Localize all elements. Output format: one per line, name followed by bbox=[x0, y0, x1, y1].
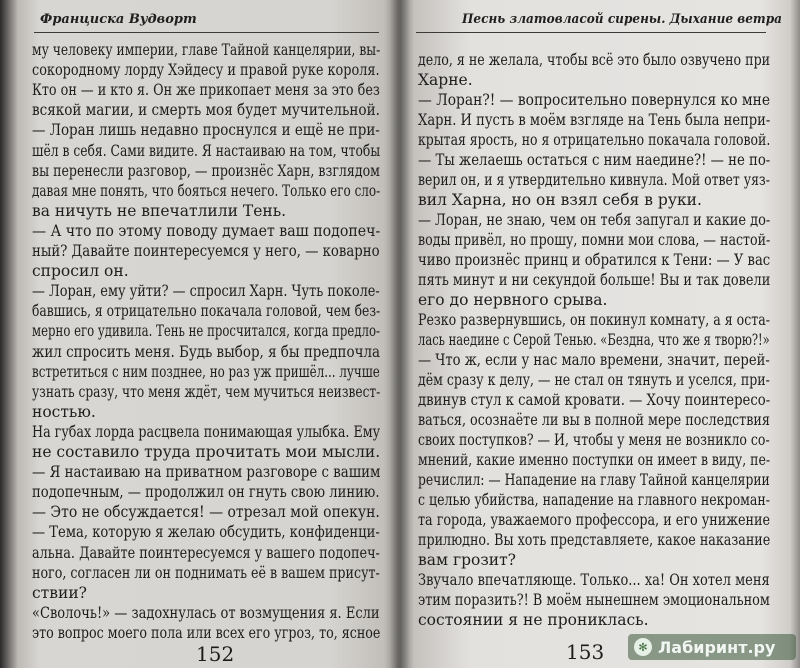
text-line: вы перенесли разговор, — произнёс Харн, взглядом bbox=[32, 161, 380, 180]
text-line: давая мне понять, что бояться нечего. Только его сло- bbox=[32, 181, 381, 200]
text-line: ваться, осознаёте ли вы в полной мере последствия bbox=[418, 411, 770, 429]
text-line: верил он, и я утвердительно кивнула. Мой ответ уяз- bbox=[418, 171, 770, 189]
text-line: бавшись, я отрицательно покачала головой, чем без- bbox=[32, 302, 381, 321]
text-line: воды привёл, но прошу, помни мои слова, — настой- bbox=[418, 231, 771, 249]
text-line: му человеку империи, главе Тайной канцелярии, вы- bbox=[32, 41, 381, 59]
text-line: На губах лорда расцвела понимающая улыбка. Ему bbox=[32, 422, 381, 441]
text-line: Звучало впечатляюще. Только... ха! Он хотел меня bbox=[418, 571, 770, 589]
text-line: вил Харна, но он взял себя в руки. bbox=[418, 191, 702, 209]
text-line: — Что ж, если у нас мало времени, значит, перей- bbox=[418, 351, 770, 369]
text-line: Харн. И пусть в моём взгляде на Тень была непри- bbox=[418, 111, 771, 129]
text-line: ствии? bbox=[32, 583, 87, 602]
text-line: сокородному лорду Хэйдесу и правой руке короля. bbox=[32, 61, 380, 80]
text-line: — Я настаиваю на приватном разговоре с вашим bbox=[32, 463, 381, 482]
text-line: Кто он — и кто я. Он же прикопает меня за это без bbox=[32, 81, 380, 100]
text-line: шёл в себя. Сами видите. Я настаиваю на том, чтобы bbox=[32, 141, 381, 160]
text-line: всякой магии, и смерть моя будет мучительной. bbox=[32, 101, 380, 120]
text-line: ного, согласен ли он поднимать её в вашем присут- bbox=[32, 563, 380, 582]
text-line: узнать сразу, что меня ждёт, чем мучиться неизвест- bbox=[32, 382, 381, 401]
text-line: — Лоран лишь недавно проснулся и ещё не при- bbox=[32, 121, 380, 140]
text-line: двинув стул к самой кровати. — Хочу поинтересо- bbox=[418, 391, 771, 409]
text-line: спросил он. bbox=[32, 262, 129, 281]
text-line: Резко развернувшись, он покинул комнату, а я оста- bbox=[418, 311, 770, 329]
text-line: его до нервного срыва. bbox=[418, 291, 608, 309]
text-line: — Тема, которую я желаю обсудить, конфиденци- bbox=[32, 523, 380, 542]
right-running-head: Песнь златовласой сирены. Дыхание ветра bbox=[462, 12, 782, 27]
text-line: жил спросить меня. Будь выбор, я бы предпочла bbox=[32, 342, 380, 361]
labirint-logo-icon: ✻ bbox=[634, 638, 652, 656]
text-line: Харне. bbox=[418, 71, 473, 89]
text-line: пять минут и ни секундой больше! Вы и так довели bbox=[418, 271, 771, 289]
text-line: этим поразить?! В моём нынешнем эмоциональном bbox=[418, 591, 770, 609]
left-page-number: 152 bbox=[196, 642, 235, 666]
text-line: подопечным, — продолжил он гнуть свою линию. bbox=[32, 483, 380, 502]
text-line: — Лоран, ему уйти? — спросил Харн. Чуть поколе- bbox=[32, 282, 380, 301]
text-line: это вопрос моего пола или всех его угроз, то, ясное bbox=[32, 623, 381, 642]
text-line: — Лоран, не знаю, чем он тебя запугал и какие до- bbox=[418, 211, 771, 229]
text-line: мерно его удивила. Тень не просчитался, когда предло- bbox=[32, 322, 380, 341]
text-line: «Сволочь!» — задохнулась от возмущения я. Если bbox=[32, 603, 380, 622]
text-line: дело, я не желала, чтобы всё это было озвучено при bbox=[418, 51, 771, 69]
text-line: — Лоран?! — вопросительно повернулся ко мне bbox=[418, 91, 771, 109]
left-header-rule bbox=[34, 32, 379, 33]
text-line: — Ты желаешь остаться с ним наедине?! — не по- bbox=[418, 151, 771, 169]
left-running-head: Франциска Вудворт bbox=[40, 12, 197, 27]
text-line: дём сразу к делу, — не стал он тянуть и уселся, при- bbox=[418, 371, 770, 389]
text-line: — Это не обсуждается! — отрезал мой опекун. bbox=[32, 503, 380, 522]
text-line: ностью. bbox=[32, 402, 96, 421]
text-line: лась наедине с Серой Тенью. «Бездна, что же я творю?!» bbox=[418, 331, 770, 349]
text-line: та города, уважаемого профессора, и его унижение bbox=[418, 511, 771, 529]
right-page-number: 153 bbox=[566, 640, 605, 664]
text-line: крытая ярость, но я отрицательно покачала головой. bbox=[418, 131, 771, 149]
text-line: с целью убийства, нападение на главного некроман- bbox=[418, 491, 771, 509]
text-line: своих поступков? — И, чтобы у меня не возникло со- bbox=[418, 431, 770, 449]
text-line: ва ничуть не впечатлили Тень. bbox=[32, 201, 287, 220]
book-gutter bbox=[384, 0, 414, 668]
text-line: — А что по этому поводу думает ваш подопеч- bbox=[32, 221, 381, 240]
watermark-text: Лабиринт.ру bbox=[658, 637, 776, 657]
text-line: речислил: — Нападение на главу Тайной канцелярии bbox=[418, 471, 770, 489]
text-line: прилюдно. Вы хоть представляете, какое наказание bbox=[418, 531, 771, 549]
text-line: не составило труда прочитать мои мысли. bbox=[32, 443, 381, 461]
right-header-rule bbox=[416, 32, 766, 33]
watermark bbox=[628, 634, 796, 660]
text-line: чиво произнёс принц и обратился к Тени: — У вас bbox=[418, 251, 771, 269]
text-line: состоянии я не прониклась. bbox=[418, 611, 649, 629]
text-line: альна. Давайте поинтересуемся у вашего подопеч- bbox=[32, 543, 380, 562]
text-line: встретиться с ним позднее, но раз уж пришёл... лучше bbox=[32, 362, 380, 381]
text-line: вам грозит? bbox=[418, 551, 516, 569]
text-line: ный? Давайте поинтересуемся у него, — коварно bbox=[32, 242, 380, 260]
text-line: мнений, какие именно поступки он имеет в виду, пе- bbox=[418, 451, 771, 469]
